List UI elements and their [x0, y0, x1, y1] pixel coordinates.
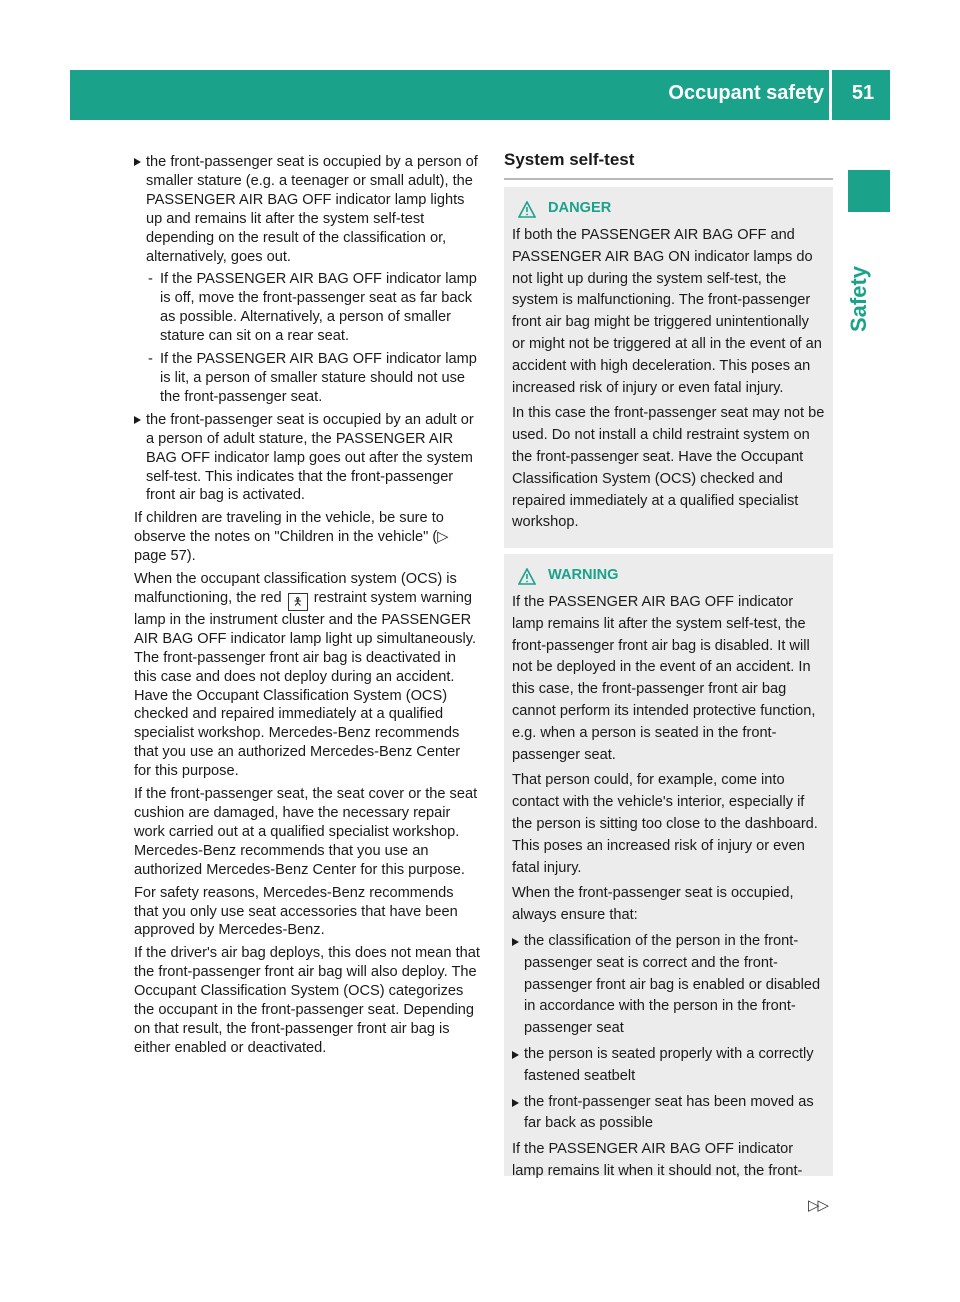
- warning-triangle-icon: [518, 201, 536, 218]
- warning-box: [504, 554, 833, 1179]
- section-title: System self-test: [504, 150, 635, 169]
- bullet-item: the front-passenger seat is occupied by an adult or a person of adult stature, the PASSENGER AIR BAG OFF indicator lamp goes out after the system self-test. This indicates that the front-passenger front air bag is activated.: [134, 411, 480, 506]
- paragraph: In this case the front-passenger seat may not be used. Do not install a child restraint system on the front-passenger seat. Have the Occupant Classification System (OCS) checked and repaired immediately at a qualified specialist workshop.: [512, 405, 825, 531]
- side-tab-marker: [848, 170, 890, 212]
- continue-arrows: ▷▷: [808, 1197, 828, 1214]
- header-separator: [829, 70, 832, 120]
- paragraph: If the PASSENGER AIR BAG OFF indicator lamp remains lit after the system self-test, the front-passenger front air bag is disabled. It will not be deployed in the event of an accident. In this case, the front-passenger front air bag cannot perform its intended protective function, e.g. when a person is seated in the front-passenger seat.: [512, 594, 816, 763]
- dash-item: - If the PASSENGER AIR BAG OFF indicator lamp is off, move the front-passenger seat as far back as possible. Alternatively, a person of smaller stature can sit on a rear seat.: [134, 270, 480, 346]
- dash-item: - If the PASSENGER AIR BAG OFF indicator lamp is lit, a person of smaller stature should not use the front-passenger seat.: [134, 350, 480, 407]
- danger-box: [504, 187, 833, 548]
- side-tab-label: Safety: [846, 265, 871, 332]
- warning-triangle-icon: [518, 568, 536, 585]
- header-title: Occupant safety: [668, 82, 824, 104]
- restraint-system-warning-icon: 🯅: [288, 593, 308, 611]
- bullet-item: the person is seated properly with a correctly fastened seatbelt: [512, 1044, 825, 1088]
- page-number: 51: [851, 82, 875, 104]
- paragraph: For safety reasons, Mercedes-Benz recommends that you only use seat accessories that have been approved by Mercedes-Benz.: [134, 884, 458, 939]
- paragraph-text: restraint system warning lamp in the instrument cluster and the PASSENGER AIR BAG OFF indicator lamp light up simultaneously. The front-passenger front air bag is deactivated in this case and does not deploy during an accident. Have the Occupant Classification System (OCS) checked and repaired immediately at a qualified specialist workshop. Mercedes-Benz recommends that you use an authorized Mercedes-Benz Center for this purpose.: [134, 589, 477, 780]
- paragraph: If both the PASSENGER AIR BAG OFF and PASSENGER AIR BAG ON indicator lamps do not light up during the system self-test, the system is malfunctioning. The front-passenger front air bag might be triggered unintentionally or might not be triggered at all in the event of an accident with high deceleration. This poses an increased risk of injury or even fatal injury.: [512, 227, 822, 396]
- paragraph-text: When the occupant classification system (OCS) is malfunctioning, the red: [134, 571, 457, 606]
- paragraph: When the front-passenger seat is occupied, always ensure that:: [512, 885, 794, 924]
- paragraph: If children are traveling in the vehicle, be sure to observe the notes on "Children in the vehicle" (▷ page 57).: [134, 510, 449, 565]
- paragraph: That person could, for example, come into contact with the vehicle's interior, especially if the person is sitting too close to the dashboard. This poses an increased risk of injury or even fatal injury.: [512, 772, 818, 876]
- paragraph: If the driver's air bag deploys, this does not mean that the front-passenger front air bag will also deploy. The Occupant Classification System (OCS) categorizes the occupant in the front-passenger seat. Depending on that result, the front-passenger front air bag is either enabled or deactivated.: [134, 945, 480, 1056]
- left-column: [134, 153, 480, 1062]
- paragraph: If the PASSENGER AIR BAG OFF indicator lamp remains lit when it should not, the front-: [512, 1141, 803, 1179]
- warning-header: [512, 564, 825, 588]
- bullet-item: the classification of the person in the front-passenger seat is correct and the front-passenger front air bag is enabled or disabled in accordance with the person in the front-passenger seat: [512, 931, 825, 1040]
- warning-label: WARNING: [548, 567, 619, 584]
- bullet-item: the front-passenger seat is occupied by a person of smaller stature (e.g. a teenager or small adult), the PASSENGER AIR BAG OFF indicator lamp lights up and remains lit after the system self-test depending on the result of the classification or, alternatively, goes out.: [134, 153, 480, 266]
- danger-label: DANGER: [548, 200, 612, 217]
- bullet-item: the front-passenger seat has been moved as far back as possible: [512, 1092, 825, 1136]
- section-divider: [504, 178, 833, 180]
- paragraph: If the front-passenger seat, the seat cover or the seat cushion are damaged, have the necessary repair work carried out at a qualified specialist workshop. Mercedes-Benz recommends that you use an authorized Mercedes-Benz Center for this purpose.: [134, 786, 478, 878]
- paragraph: [134, 570, 480, 781]
- danger-header: [512, 197, 825, 221]
